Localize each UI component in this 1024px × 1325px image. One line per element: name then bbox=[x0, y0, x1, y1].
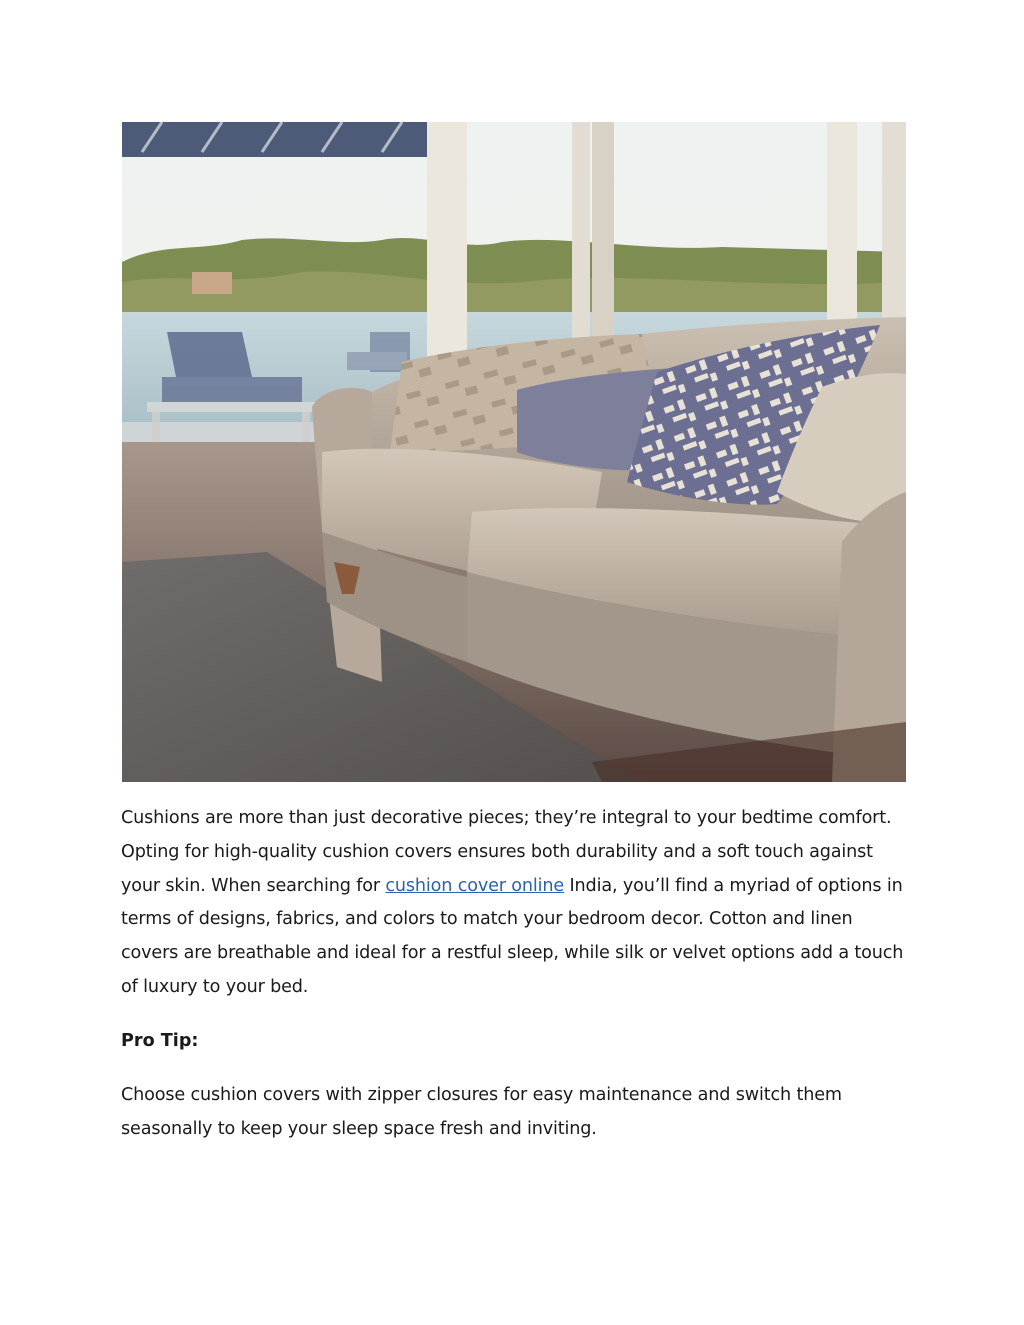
sofa-photo bbox=[122, 122, 906, 782]
cushion-cover-online-link[interactable]: cushion cover online bbox=[385, 875, 565, 896]
pro-tip-heading: Pro Tip: bbox=[121, 1031, 199, 1051]
sofa-photo-illustration bbox=[122, 122, 906, 782]
paragraph-text-before-link: Cushions are more than just decorative pieces; they’re integral to your bedtime comfort. Opting for high-quality cushion covers ensures both durability and a soft touch against your skin. When searching for bbox=[121, 808, 892, 896]
paragraph-text-after-link: India, you’ll find a myriad of options in terms of designs, fabrics, and colors to match your bedroom decor. Cotton and linen covers are breathable and ideal for a restful sleep, while silk or velvet options add a touch of luxury to your bed. bbox=[121, 875, 904, 997]
pro-tip-text: Choose cushion covers with zipper closures for easy maintenance and switch them seasonally to keep your sleep space fresh and inviting. bbox=[121, 1085, 842, 1139]
body-paragraph bbox=[121, 802, 911, 1005]
